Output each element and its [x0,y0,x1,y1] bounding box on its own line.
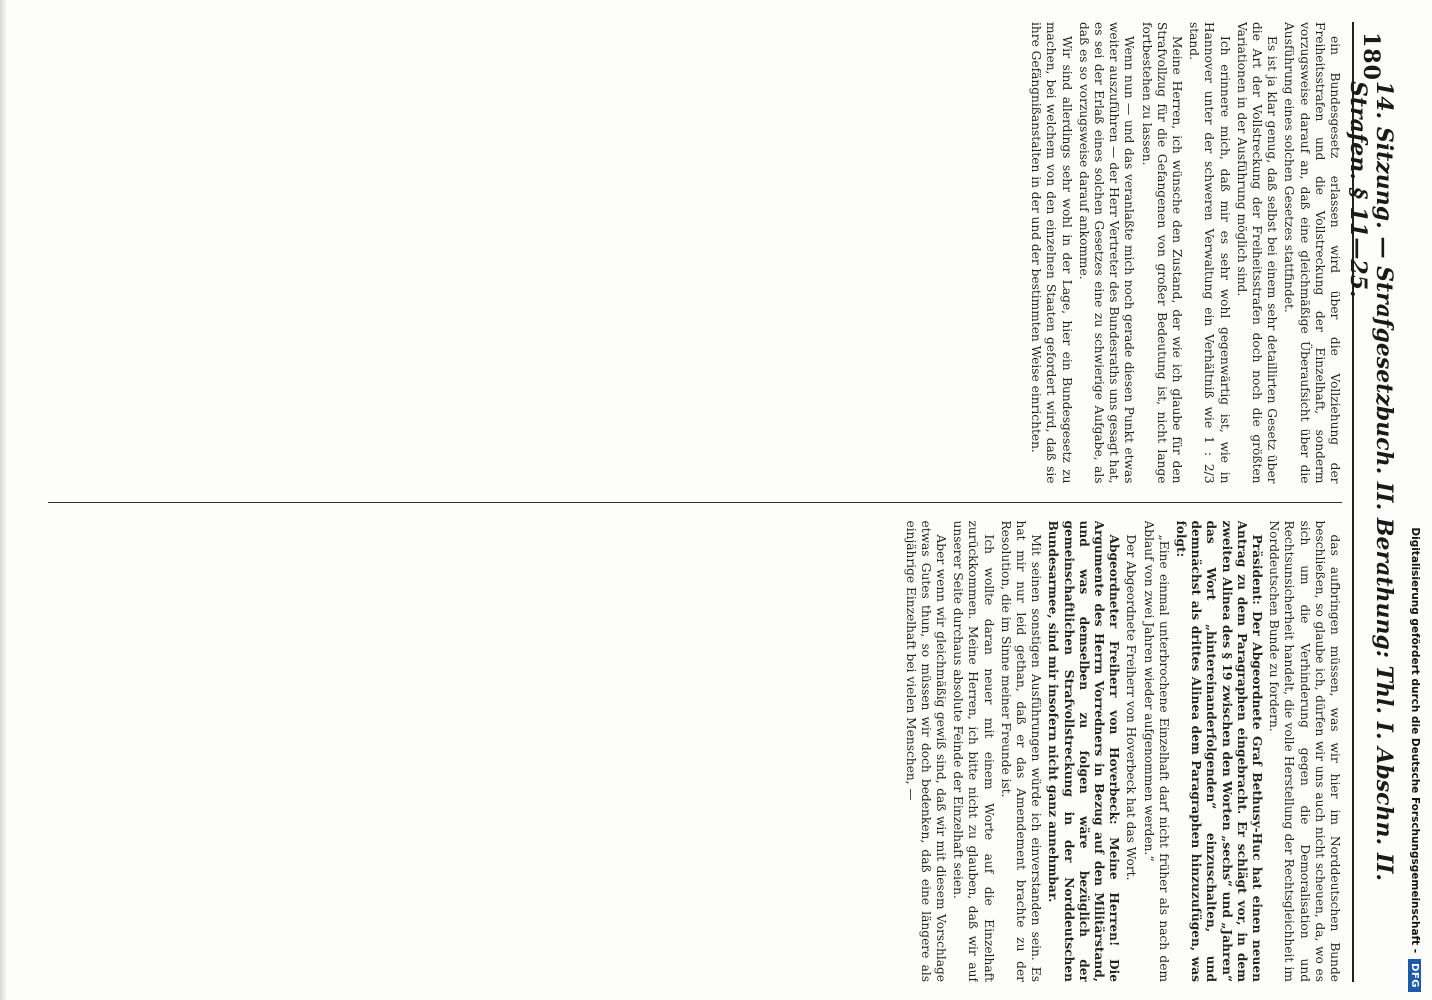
paragraph: Abgeordneter Freiherr von Hoverbeck: Meine Herren! Die Argumente des Herrn Vorredners in Bezug auf den Militärstand, und was demselben zu folgen wäre bezüglich der gemeinschaftlichen Strafvollstreckung in der Norddeutschen Bundesarmee, sind mir insofern nicht ganz annehmbar. [1046,520,1122,982]
paragraph: Der Abgeordnete Freiherr von Hoverbeck hat das Wort. [1124,534,1139,881]
paragraph: Ich wollte daran neuer mit einem Worte auf die Einzelhaft zurückkommen. Meine Herren, ich bitte nicht zu glauben, daß wir auf unserer Seite durchaus absolute Feinde der Einzelhaft seien. [951,520,996,982]
paragraph: Mit seinen sonstigen Ausführungen würde ich einverstanden sein. Es hat mir nur leid gethan, daß er das Amendement brachte zu der Resolution, die im Sinne meiner Freunde ist. [998,520,1044,982]
rotated-page [40,12,1400,992]
paragraph: ein Bundesgesetz erlassen wird über die Vollziehung der Freiheitsstrafen und die Vollstreckung der Einzelhaft, sonderm vorzugsweise darauf an, daß eine gleichmäßige Überaufsicht über die Ausführung eines solchen Gesetzes stattfindet. [1282,22,1342,484]
paragraph: Es ist ja klar genug, daß selbst bei einem sehr detaillirten Gesetz über die Art der Vollstreckung der Freiheitsstrafen doch noch die größten Variationen in der Ausführung möglich sind. [1234,22,1280,484]
paragraph: Ich erinnere mich, daß mir es sehr wohl gegenwärtig ist, wie in Hannover unter der schweren Verwaltung ein Verhältniß wie 1 : 2/3 stand. [1187,22,1232,484]
text-columns [48,22,1342,982]
running-header [1345,22,1397,982]
paragraph: Wir sind allerdings sehr wohl in der Lage, hier ein Bundesgesetz zu machen, bei welchem von den einzelnen Staaten gefordert wird, daß sie ihre Gefängnißanstalten in der und der bestimmten Weise einrichten. [1029,22,1074,484]
credit-text: Digitalisierung gefördert durch die Deutsche Forschungsgemeinschaft - [1409,527,1421,954]
paragraph: das aufbringen müssen, was wir hier im Norddeutschen Bunde beschließen, so glaube ich, dürfen wir uns auch nicht scheuen, da, wo es sich um die Verhinderung gegen die Demoralisation und Rechtsunsicherheit handelt, die volle Herstellung der Rechtsgleichheit im Norddeutschen Bunde zu fordern. [1267,520,1342,982]
paragraph: „Eine einmal unterbrochene Einzelhaft darf nicht früher als nach dem Ablauf von zwei Jahren wieder aufgenommen werden.“ [1141,520,1171,982]
digitization-credit [1400,0,1430,1000]
column-divider [48,502,1342,503]
dfg-logo: DFG [1409,959,1422,992]
paragraph: Präsident: Der Abgeordnete Graf Bethusy-Huc hat einen neuen Antrag zu dem Paragraphen eingebracht. Er schlägt vor, in dem zweiten Alinea des § 19 zwischen den Worten „sechs“ und „Jahren“ das Wort „hintereinanderfolgenden“ einzuschalten, und demnächst als drittes Alinea dem Paragraphen hinzuzufügen, was folgt: [1173,520,1264,982]
page-number: 180 [1358,32,1384,81]
right-column [48,521,1342,983]
paragraph: Meine Herren, ich wünsche den Zustand, der wie ich glaube für den Strafvollzug für die Gefangenen von großer Bedeutung ist, nicht lange fortbestehen zu lassen. [1139,22,1184,484]
left-column [48,22,1342,484]
page-frame [40,12,1400,992]
running-title: 14. Sitzung. — Strafgesetzbuch. II. Berathung: Thl. I. Abschn. II. Strafen. § 11—25. [1345,80,1397,882]
paragraph: Aber wenn wir gleichmäßig gewiß sind, daß wir mit diesem Vorschlage etwas Gutes thun, so müssen wir doch bedenken, daß eine längere als einjährige Einzelhaft bei vielen Menschen, — [903,520,948,982]
scan-edge [0,0,6,1000]
paragraph: Wenn nun — und das veranlaßte mich noch gerade diesen Punkt etwas weiter auszuführen — der Herr Vertreter des Bundesraths uns gesagt hat, es sei der Erlaß eines solchen Gesetzes eine zu schwierige Aufgabe, als daß es so vorzugsweise darauf ankomme. [1076,22,1137,484]
